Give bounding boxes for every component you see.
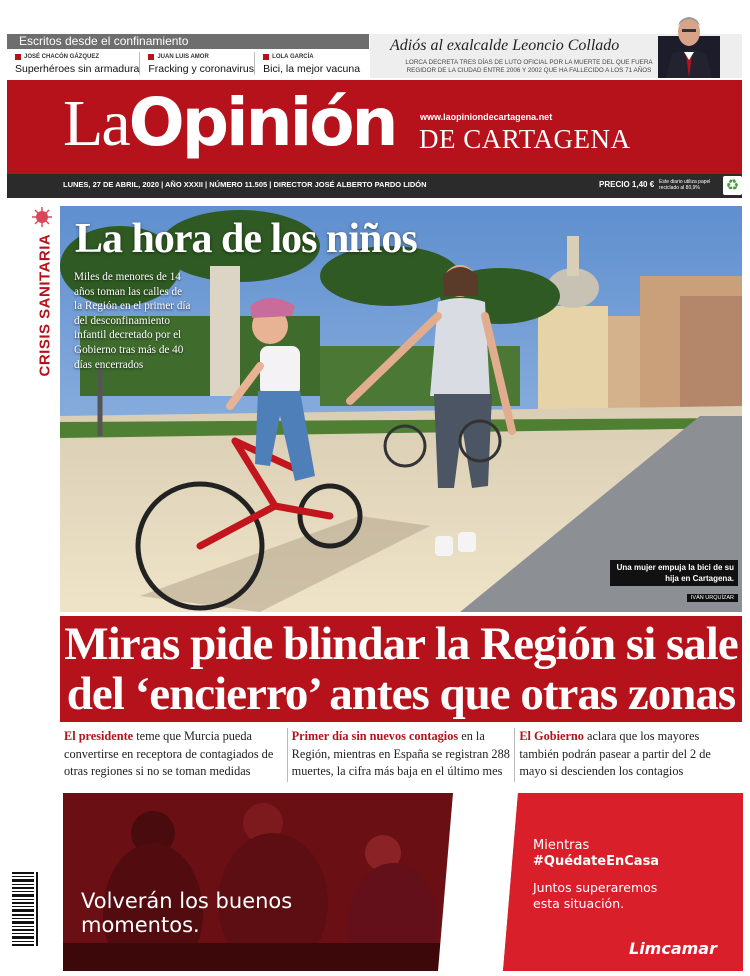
news-brief[interactable] xyxy=(288,728,516,782)
ad-message-line3: Juntos superaremos xyxy=(533,880,658,895)
logo-la: La xyxy=(63,87,129,160)
lead-photo-subtitle: Miles de menores de 14 años toman las calles de la Región en el primer día del desconfinamiento infantil decretado por el Gobierno tras más de 40 días encerrados xyxy=(74,271,191,371)
obituary-box[interactable] xyxy=(370,34,742,78)
lead-photo-illustration xyxy=(60,206,742,612)
brief-text: aclara que los mayores también podrán pasear a partir del 2 de mayo si descienden los contagios xyxy=(519,729,711,778)
square-marker-icon xyxy=(263,54,269,60)
teaser-title: Superhéroes sin armadura xyxy=(15,63,140,75)
ad-hashtag: #QuédateEnCasa xyxy=(533,854,660,869)
lead-photo-title: La hora de los niños xyxy=(75,216,417,262)
ad-slogan xyxy=(81,889,292,937)
newspaper-logo[interactable] xyxy=(63,82,396,164)
issue-number: NÚMERO 11.505 xyxy=(209,180,268,189)
brief-text: teme que Murcia pueda convertirse en receptora de contagiados de otras regiones si no se toman medidas xyxy=(64,729,274,778)
issue-year: AÑO XXXII xyxy=(165,180,203,189)
teaser-item[interactable] xyxy=(255,52,369,75)
issue-date: LUNES, 27 DE ABRIL, 2020 xyxy=(63,180,160,189)
ad-brand-logo: Limcamar xyxy=(629,939,717,958)
masthead xyxy=(7,80,742,174)
recycle-icon: ♻ xyxy=(723,176,742,195)
ad-message-2 xyxy=(533,880,657,912)
square-marker-icon xyxy=(148,54,154,60)
barcode-icon xyxy=(8,868,42,954)
portrait-photo xyxy=(658,8,720,78)
virus-icon xyxy=(31,206,53,228)
news-brief[interactable] xyxy=(60,728,288,782)
obituary-headline: Adiós al exalcalde Leoncio Collado xyxy=(390,37,620,54)
edition-name: DE CARTAGENA xyxy=(419,124,631,154)
ad-slogan-line1: Volverán los buenos xyxy=(81,889,293,913)
teaser-author: JOSÉ CHACÓN GÁZQUEZ xyxy=(24,53,100,60)
teaser-item[interactable] xyxy=(7,52,140,75)
section-label xyxy=(35,230,55,390)
teaser-title: Fracking y coronavirus xyxy=(148,63,254,75)
brief-lead: El Gobierno xyxy=(519,729,584,743)
issue-info-bar xyxy=(7,174,742,198)
opinion-teasers xyxy=(7,34,369,76)
teasers-header: Escritos desde el confinamiento xyxy=(7,34,369,49)
website-url[interactable]: www.laopiniondecartagena.net xyxy=(420,112,553,122)
recycled-note: Este diario utiliza papel reciclado al 80,9% xyxy=(659,179,711,191)
teaser-item[interactable] xyxy=(140,52,255,75)
issue-details: LUNES, 27 DE ABRIL, 2020 | AÑO XXXII | NÚMERO 11.505 | DIRECTOR JOSÉ ALBERTO PARDO LIDÓN xyxy=(63,180,427,189)
advertisement[interactable] xyxy=(63,793,743,971)
photo-caption xyxy=(610,560,738,604)
teaser-title: Bici, la mejor vacuna xyxy=(263,63,361,75)
main-headline[interactable] xyxy=(60,616,742,722)
ad-message-line4: esta situación. xyxy=(533,896,625,911)
obituary-text: LORCA DECRETA TRES DÍAS DE LUTO OFICIAL POR LA MUERTE DEL QUE FUERA REGIDOR DE LA CIUDAD ENTRE 2006 Y 2002 QUE HA FALLECIDO A LOS 71 AÑOS xyxy=(405,59,653,74)
brief-lead: El presidente xyxy=(64,729,134,743)
brief-lead: Primer día sin nuevos contagios xyxy=(291,729,459,743)
photo-caption-text: Una mujer empuja la bici de su hija en Cartagena. xyxy=(610,560,738,586)
main-headline-line1: Miras pide blindar la Región si sale xyxy=(64,618,738,670)
news-briefs xyxy=(60,728,742,782)
ad-message xyxy=(533,838,659,870)
ad-message-line1: Mientras xyxy=(533,838,590,853)
news-brief[interactable] xyxy=(515,728,742,782)
logo-opinion: Opinión xyxy=(128,84,396,161)
square-marker-icon xyxy=(15,54,21,60)
brief-text: en la Región, mientras en España se registran 288 muertes, la cifra más baja en el último mes xyxy=(291,729,510,778)
issue-director: DIRECTOR JOSÉ ALBERTO PARDO LIDÓN xyxy=(273,180,427,189)
teaser-author: LOLA GARCÍA xyxy=(272,53,314,60)
photo-credit: IVÁN URQUÍZAR xyxy=(687,594,738,602)
section-label-text: CRISIS SANITARIA xyxy=(36,233,54,377)
teaser-author: JUAN LUIS AMOR xyxy=(157,53,209,60)
ad-slogan-line2: momentos. xyxy=(81,913,200,937)
main-headline-line2: del ‘encierro’ antes que otras zonas xyxy=(66,668,736,720)
issue-price: PRECIO 1,40 € xyxy=(599,180,655,189)
lead-photo[interactable] xyxy=(60,206,742,612)
